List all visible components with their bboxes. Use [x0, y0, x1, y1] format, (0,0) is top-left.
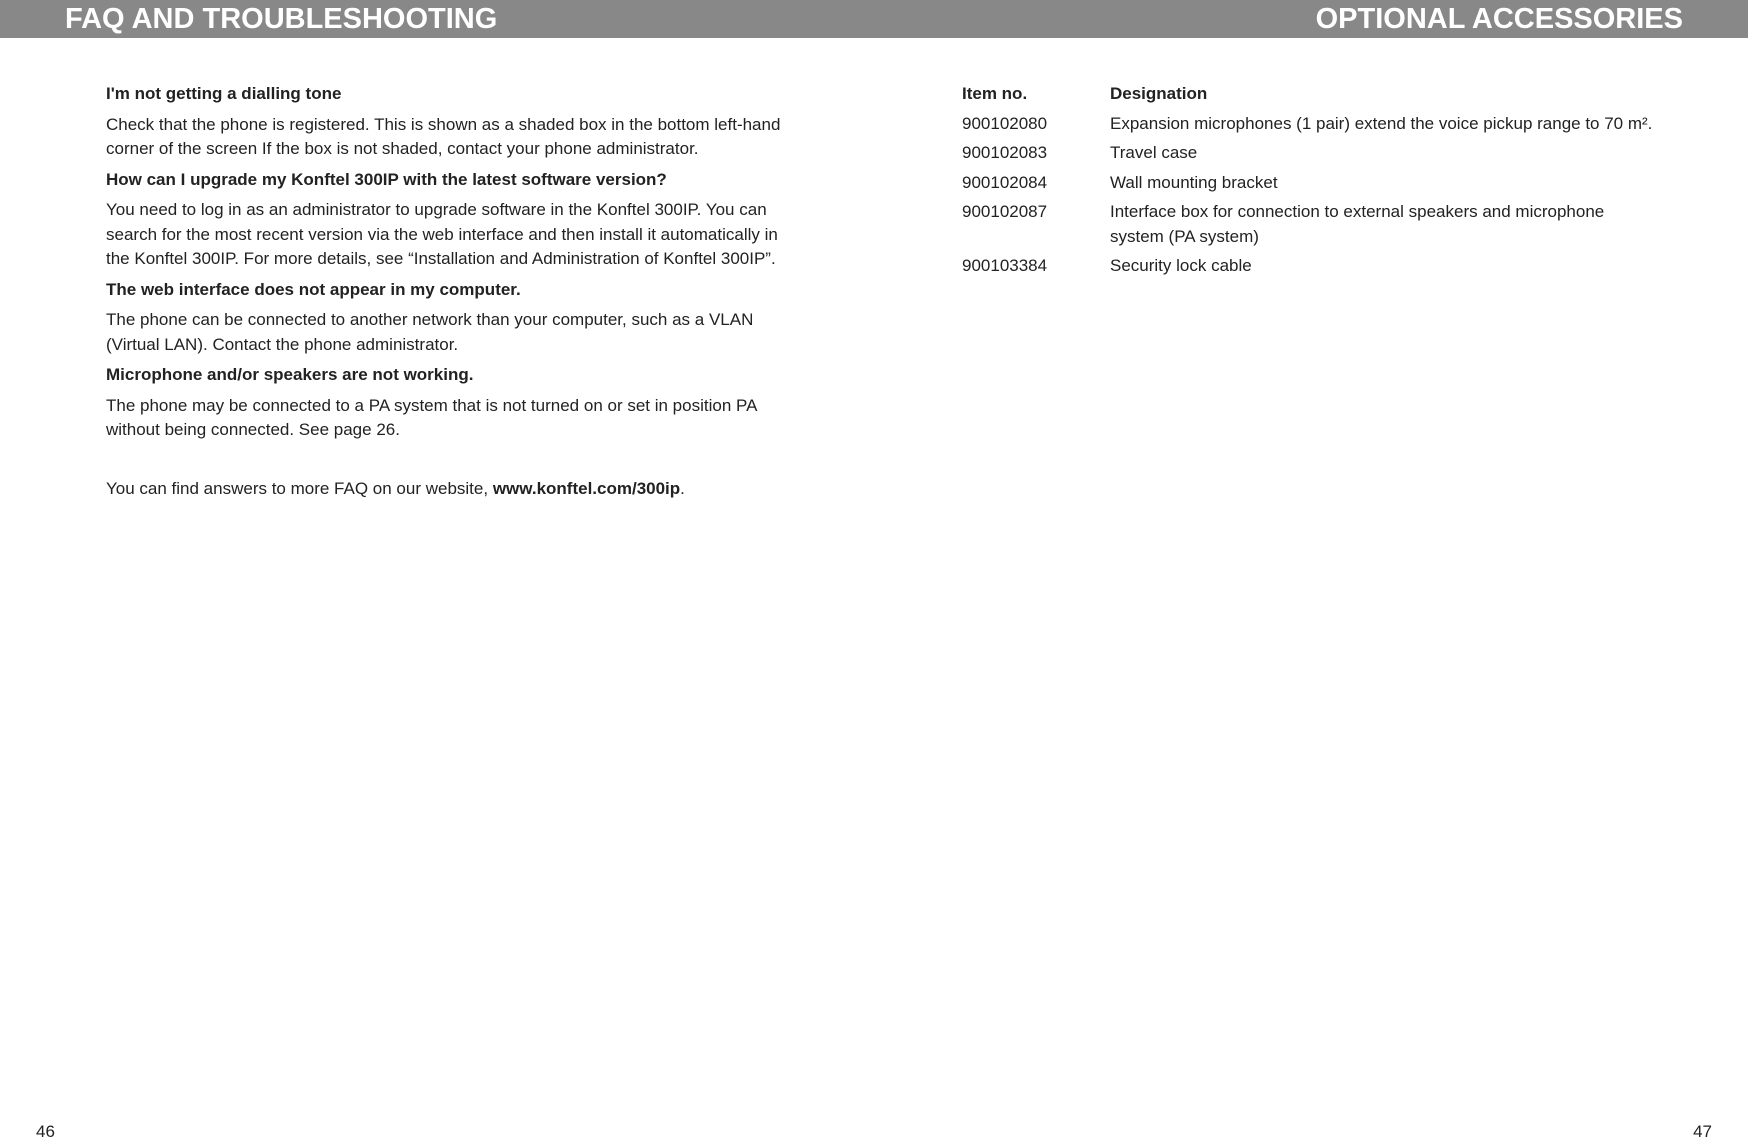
faq-answer: The phone can be connected to another network than your computer, such as a VLAN (Virtual LAN). Contact the phone administrator.	[106, 310, 754, 354]
table-row	[962, 200, 1662, 249]
faq-question: The web interface does not appear in my computer.	[106, 279, 521, 299]
page-number-right: 47	[1693, 1122, 1712, 1141]
faq-section	[106, 82, 786, 518]
item-designation: Interface box for connection to external speakers and microphone system (PA system)	[1110, 202, 1605, 246]
page-title-left: FAQ AND TROUBLESHOOTING	[65, 3, 498, 35]
table-row	[962, 171, 1662, 196]
item-number: 900102084	[962, 172, 1048, 192]
faq-footer-end: .	[680, 478, 685, 498]
page-number-left: 46	[36, 1122, 55, 1141]
item-designation: Wall mounting bracket	[1110, 172, 1278, 192]
table-row	[962, 141, 1662, 166]
faq-answer: The phone may be connected to a PA system that is not turned on or set in position PA without being connected. See page 26.	[106, 395, 757, 439]
item-designation: Security lock cable	[1110, 256, 1252, 275]
table-row	[962, 112, 1662, 137]
faq-footer	[106, 477, 786, 502]
item-number-header: Item no.	[962, 84, 1028, 103]
faq-answer: You need to log in as an administrator to upgrade software in the Konftel 300IP. You can search for the most recent version via the web interface and then install it automatically in the Konftel 300IP. For more details, see “Installation and Administration of Konftel 300IP”.	[106, 200, 778, 268]
item-designation: Travel case	[1110, 143, 1198, 162]
item-designation: Expansion microphones (1 pair) extend the voice pickup range to 70 m².	[1110, 113, 1653, 133]
page-title-right: OPTIONAL ACCESSORIES	[1315, 3, 1683, 35]
item-number: 900102080	[962, 113, 1048, 133]
item-number: 900102083	[962, 143, 1048, 162]
faq-answer: Check that the phone is registered. This is shown as a shaded box in the bottom left-hand corner of the screen If the box is not shaded, contact your phone administrator.	[106, 114, 781, 158]
website-link[interactable]: www.konftel.com/300ip	[492, 478, 681, 498]
accessories-header-row	[962, 82, 1662, 107]
faq-question: How can I upgrade my Konftel 300IP with the latest software version?	[106, 169, 667, 189]
faq-question: Microphone and/or speakers are not working.	[106, 365, 474, 384]
item-number: 900103384	[962, 256, 1048, 275]
item-number: 900102087	[962, 202, 1048, 221]
table-row	[962, 254, 1662, 279]
accessories-table	[962, 82, 1662, 284]
designation-header: Designation	[1110, 84, 1208, 103]
header-bar	[0, 0, 1748, 38]
faq-question: I'm not getting a dialling tone	[106, 84, 342, 103]
faq-footer-text: You can find answers to more FAQ on our website,	[106, 478, 493, 498]
